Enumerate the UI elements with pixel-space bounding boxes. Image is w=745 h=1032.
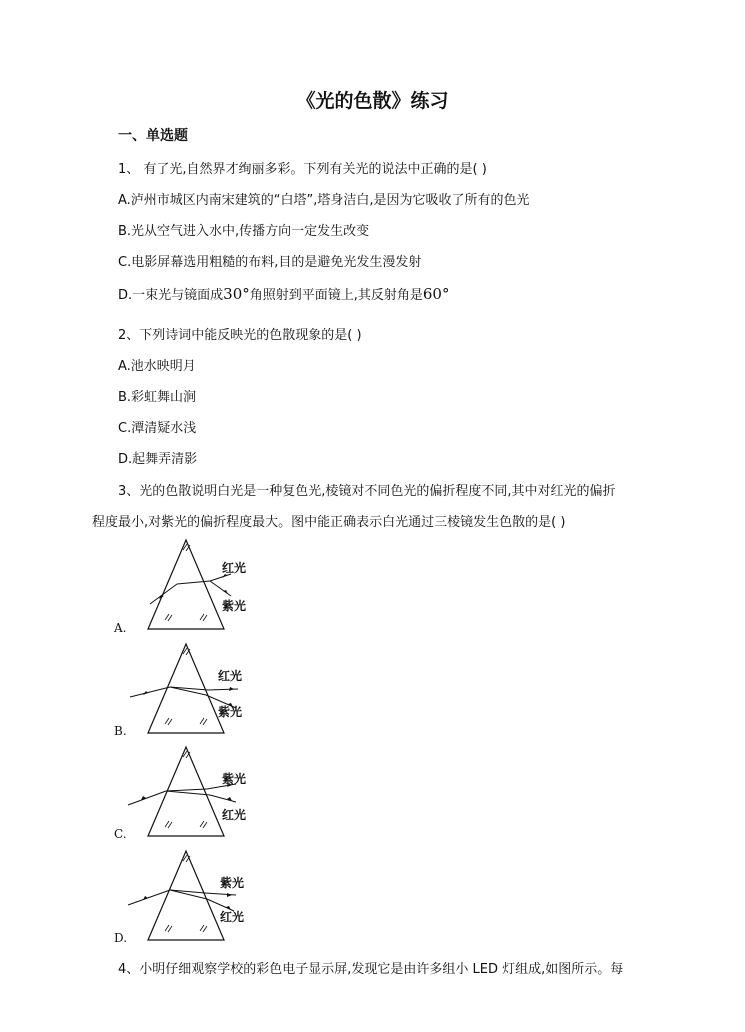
prism-figure-c — [110, 745, 260, 842]
figure-label-a: A. — [114, 621, 127, 635]
prism-outline — [148, 540, 224, 629]
ray-label-bottom: 红光 — [220, 910, 245, 924]
question-2-stem: 2、下列诗词中能反映光的色散现象的是( ) — [118, 328, 362, 343]
ray-label-top: 紫光 — [222, 772, 247, 786]
question-1-option-b: B.光从空气进入水中,传播方向一定发生改变 — [118, 224, 370, 239]
prism-outline — [148, 747, 224, 836]
prism-figure-d — [110, 849, 260, 946]
prism-outline — [148, 851, 224, 940]
section-heading: 一、单选题 — [118, 128, 188, 144]
ray-label-bottom: 紫光 — [222, 599, 247, 613]
question-2-option-c: C.潭清疑水浅 — [118, 421, 197, 436]
angle-value-60: 60° — [422, 285, 450, 303]
angle-value-30: 30° — [223, 285, 250, 303]
question-1-option-c: C.电影屏幕选用粗糙的布料,目的是避免光发生漫发射 — [118, 255, 422, 270]
question-1-option-d — [118, 284, 449, 303]
question-4-stem: 4、小明仔细观察学校的彩色电子显示屏,发现它是由许多组小 LED 灯组成,如图所示。每 — [118, 962, 624, 977]
incident-ray — [128, 791, 166, 805]
ray-label-bottom: 红光 — [222, 808, 247, 822]
incident-ray — [150, 584, 177, 604]
figure-label-c: C. — [114, 827, 127, 841]
question-1-option-a: A.泸州市城区内南宋建筑的“白塔”,塔身洁白,是因为它吸收了所有的色光 — [118, 193, 530, 208]
option-d-text-middle: 角照射到平面镜上,其反射角是 — [249, 288, 423, 303]
page-title: 《光的色散》练习 — [296, 90, 449, 112]
prism-figure-b — [110, 642, 260, 739]
ray-label-top: 红光 — [218, 669, 243, 683]
question-2-option-a: A.池水映明月 — [118, 359, 196, 374]
ray-label-top: 红光 — [222, 561, 247, 575]
ray-label-bottom: 紫光 — [218, 705, 243, 719]
question-1-stem: 1、 有了光,自然界才绚丽多彩。下列有关光的说法中正确的是( ) — [118, 162, 487, 177]
prism-figure-a — [110, 538, 260, 635]
question-3-stem-line-2: 程度最小,对紫光的偏折程度最大。图中能正确表示白光通过三棱镜发生色散的是( ) — [92, 515, 566, 530]
ray-label-top: 紫光 — [220, 876, 245, 890]
question-3-stem-line-1: 3、光的色散说明白光是一种复色光,棱镜对不同色光的偏折程度不同,其中对红光的偏折 — [118, 484, 616, 499]
question-2-option-b: B.彩虹舞山涧 — [118, 390, 197, 405]
question-2-option-d: D.起舞弄清影 — [118, 452, 198, 467]
option-d-text-start: D.一束光与镜面成 — [118, 288, 224, 303]
figure-label-b: B. — [114, 724, 127, 738]
figure-label-d: D. — [114, 931, 128, 945]
